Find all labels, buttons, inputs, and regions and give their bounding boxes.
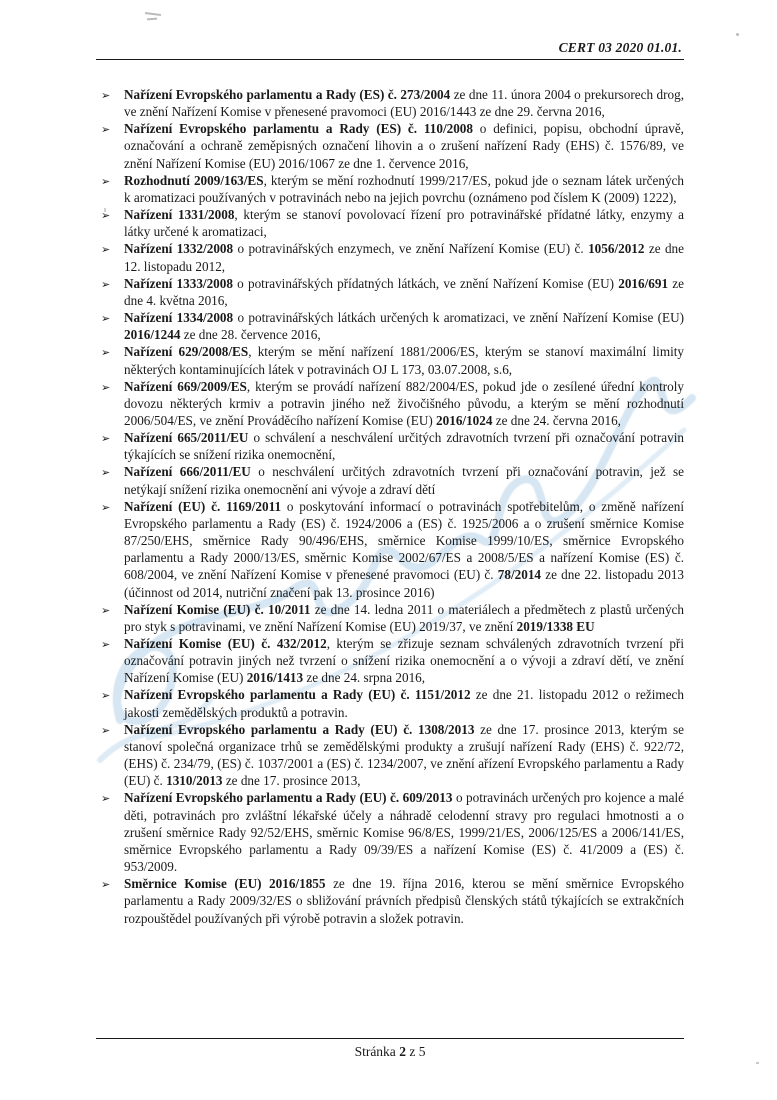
text-segment: ze dne 17. prosince 2013, kterým se stanoví společná organizace trhů se zemědělskými produkty a zrušují nařízení Rady (EHS) č. 922/72, (EHS) č. 234/79, (ES) č. 1037/2001 a (ES) č. 1234/2007, ve znění ařízení Evropského parlamentu a Rady (EU) č.	[124, 721, 684, 789]
text-segment: 2016/1413	[246, 670, 304, 686]
text-segment: 78/2014	[497, 567, 542, 583]
page-header	[96, 40, 684, 60]
text-segment: Nařízení Komise (EU) č. 432/2012	[124, 636, 327, 651]
text-segment: ze dne 24. srpna 2016,	[303, 670, 426, 686]
arrow-bullet-icon: ➢	[101, 603, 111, 617]
header-rule	[96, 59, 684, 60]
list-item	[96, 120, 684, 171]
text-segment: ze dne 21. listopadu 2012 o režimech jakosti zemědělských produktů a potravin.	[124, 687, 684, 720]
list-item	[96, 498, 684, 601]
footer-text-part: Stránka	[354, 1044, 400, 1059]
text-segment: Nařízení 1334/2008	[124, 310, 234, 326]
scan-artifact	[736, 33, 739, 36]
text-segment: Nařízení Evropského parlamentu a Rady (EU) č. 1308/2013	[124, 721, 475, 737]
text-segment: 2016/1244	[124, 327, 181, 343]
text-segment: ze dne 24. června 2016,	[492, 412, 621, 428]
list-item	[96, 789, 684, 875]
page-footer	[96, 1038, 684, 1060]
text-segment: ze dne 12. listopadu 2012,	[124, 241, 684, 274]
text-segment: ze dne 14. ledna 2011 o materiálech a předmětech z plastů určených pro styk s potravinami, ve znění Nařízení Komise (EU) 2019/37, ve znění	[124, 601, 685, 634]
text-segment: , kterým se mění nařízení 1881/2006/ES, kterým se stanoví maximální limity některých kontaminujících látek v potravinách OJ L 173, 03.07.2008, s.6,	[124, 344, 684, 377]
text-segment: 2016/691	[618, 275, 669, 291]
scan-artifact	[147, 18, 157, 20]
text-segment: ze dne 19. října 2016, kterou se mění směrnice Evropského parlamentu a Rady 2009/32/ES o sbližování právních předpisů členských států týkajících se extrakčních rozpouštědel používaných při výrobě potravin a složek potravin.	[124, 876, 684, 926]
text-segment: , kterým se mění rozhodnutí 1999/217/ES, pokud jde o seznam látek určených k aromatizaci používaných v potravinách nebo na jejich povrchu (oznámeno pod číslem K (2009) 1222),	[124, 172, 685, 205]
text-segment: o potravinářských látkách určených k aromatizaci, ve znění Nařízení Komise (EU)	[233, 310, 684, 326]
text-segment: Nařízení Komise (EU) č. 10/2011	[124, 601, 311, 617]
text-segment: Nařízení 1333/2008	[124, 275, 233, 291]
arrow-bullet-icon: ➢	[101, 792, 111, 806]
text-segment: Nařízení Evropského parlamentu a Rady (EU) č. 1151/2012	[124, 687, 471, 703]
list-item	[96, 172, 684, 206]
arrow-bullet-icon: ➢	[101, 432, 111, 446]
text-segment: o potravinářských enzymech, ve znění Nařízení Komise (EU) č.	[233, 241, 589, 257]
arrow-bullet-icon: ➢	[101, 638, 111, 651]
footer-page-current: 2	[399, 1044, 406, 1059]
arrow-bullet-icon: ➢	[101, 723, 111, 737]
arrow-bullet-icon: ➢	[101, 123, 111, 137]
text-segment: Nařízení (EU) č. 1169/2011	[124, 498, 282, 514]
arrow-bullet-icon: ➢	[101, 689, 111, 703]
text-segment: 1310/2013	[166, 773, 223, 789]
list-item	[96, 463, 684, 497]
text-segment: Nařízení Evropského parlamentu a Rady (ES) č. 273/2004	[124, 87, 451, 102]
arrow-bullet-icon: ➢	[101, 277, 111, 291]
arrow-bullet-icon: ➢	[101, 380, 111, 394]
text-segment: o neschválení určitých zdravotních tvrzení při označování potravin, jež se netýkají snížení rizika onemocnění ani vývoje a zdraví dětí	[124, 464, 684, 497]
text-segment: ze dne 4. května 2016,	[124, 275, 684, 308]
text-segment: , kterým se zřizuje seznam schválených zdravotních tvrzení při označování potravin jiných než tvrzení o snížení rizika onemocnění a o vývoji a zdraví dětí, ve znění Nařízení Komise (EU)	[124, 636, 684, 686]
list-item	[96, 206, 684, 240]
text-segment: o schválení a neschválení určitých zdravotních tvrzení při označování potravin týkajících se snížení rizika onemocnění,	[124, 430, 684, 463]
text-segment: o potravinách určených pro kojence a malé děti, potravinách pro zvláštní lékařské účely a náhradě celodenní stravy pro regulaci hmotnosti a o zrušení směrnice Rady 92/52/EHS, směrnic Komise 96/8/ES, 1999/21/ES, 2006/125/ES a 2006/141/ES, směrnice Evropského parlamentu a Rady 09/39/ES a nařízení Komise (ES) č. 41/2009 a (ES) č. 953/2009.	[124, 790, 684, 875]
text-segment: Nařízení 629/2008/ES	[124, 344, 249, 360]
list-item	[96, 875, 684, 926]
list-item	[96, 275, 684, 309]
footer-page-total: 5	[418, 1044, 426, 1059]
text-segment: Nařízení Evropského parlamentu a Rady (ES) č. 110/2008	[124, 121, 473, 137]
text-segment: ze dne 22. listopadu 2013 (účinnost od 2014, nutriční značení pak 13. prosince 2016)	[124, 567, 685, 600]
arrow-bullet-icon: ➢	[101, 466, 111, 480]
arrow-bullet-icon: ➢	[101, 174, 111, 188]
arrow-bullet-icon: ➢	[101, 500, 111, 514]
list-item	[96, 635, 684, 686]
regulation-list	[96, 86, 684, 927]
arrow-bullet-icon: ➢	[101, 209, 111, 223]
list-item	[96, 721, 684, 790]
text-segment: 2016/1024	[436, 412, 493, 428]
arrow-bullet-icon: ➢	[101, 878, 111, 892]
list-item	[96, 429, 684, 463]
list-item	[96, 309, 684, 343]
text-segment: 2019/1338 EU	[516, 618, 595, 634]
text-segment: ze dne 28. července 2016,	[180, 327, 321, 343]
text-segment: o potravinářských přídatných látkách, ve znění Nařízení Komise (EU)	[232, 275, 619, 291]
text-segment: Nařízení Evropského parlamentu a Rady (EU) č. 609/2013	[124, 790, 453, 806]
text-segment: Nařízení 666/2011/EU	[124, 464, 251, 480]
doc-ref: CERT 03 2020 01.01.	[558, 40, 682, 55]
footer-text-part: z	[405, 1044, 419, 1059]
text-segment: 1056/2012	[588, 241, 645, 257]
text-segment: , kterým se provádí nařízení 882/2004/ES, pokud jde o zesílené úřední kontroly dovozu některých krmiv a potravin jiného než živočišného původu, a kterým se mění rozhodnutí 2006/504/ES, ve znění Prováděcího nařízení Komise (EU)	[124, 378, 684, 428]
list-item	[96, 86, 684, 120]
arrow-bullet-icon: ➢	[101, 243, 111, 257]
scan-artifact	[104, 208, 106, 212]
scan-artifact	[145, 12, 161, 16]
text-segment: ze dne 11. února 2004 o prekursorech drog, ve znění Nařízení Komise v přenesené pravomoci (EU) 2016/1443 ze dne 29. června 2016,	[124, 87, 684, 120]
arrow-bullet-icon: ➢	[101, 89, 111, 102]
text-segment: Směrnice Komise (EU) 2016/1855	[124, 876, 326, 892]
text-segment: Nařízení 1331/2008	[124, 207, 235, 223]
text-segment: , kterým se stanoví povolovací řízení pro potravinářské přídatné látky, enzymy a látky určené k aromatizaci,	[124, 207, 684, 240]
text-segment: Nařízení 1332/2008	[124, 241, 234, 257]
text-segment: Nařízení 665/2011/EU	[124, 430, 249, 446]
page-number	[96, 1039, 684, 1060]
text-segment: o definici, popisu, obchodní úpravě, označování a ochraně zeměpisných označení lihovin a o zrušení nařízení Rady (EHS) č. 1576/89, ve znění Nařízení Komise (EU) 2016/1067 ze dne 1. července 2016,	[124, 121, 684, 171]
text-segment: o poskytování informací o potravinách spotřebitelům, o změně nařízení Evropského parlamentu a Rady (ES) č. 1924/2006 a (ES) č. 1925/2006 a o zrušení směrnice Komise 87/250/EHS, směrnice Rady 90/496/EHS, směrnice Komise 1999/10/ES, směrnice Evropského parlamentu a Rady 2000/13/ES, směrnic Komise 2002/67/ES a 2008/5/ES a nařízení Komise (ES) č. 608/2004, ve znění Nařízení Komise v přenesené pravomoci (EU) č.	[124, 498, 684, 583]
arrow-bullet-icon: ➢	[101, 312, 111, 326]
text-segment: ze dne 17. prosince 2013,	[222, 773, 361, 789]
list-item	[96, 601, 684, 635]
text-segment: Rozhodnutí 2009/163/ES	[124, 172, 264, 188]
list-item	[96, 686, 684, 720]
list-item	[96, 378, 684, 429]
arrow-bullet-icon: ➢	[101, 346, 111, 360]
text-segment: Nařízení 669/2009/ES	[124, 378, 247, 394]
scan-artifact	[756, 1062, 759, 1064]
list-item	[96, 343, 684, 377]
list-item	[96, 240, 684, 274]
